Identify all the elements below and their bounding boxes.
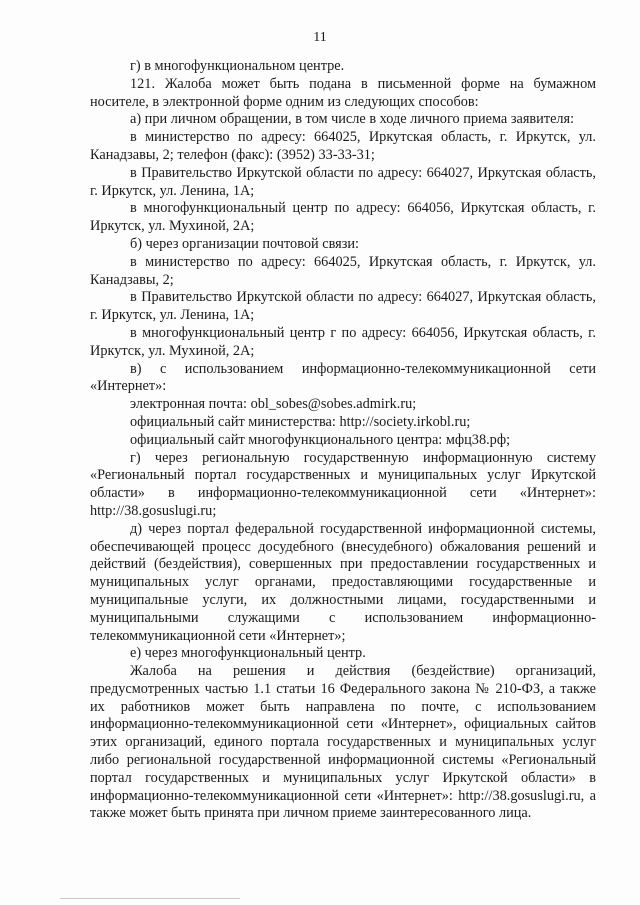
scan-edge-line: [60, 898, 240, 899]
paragraph: е) через многофункциональный центр.: [130, 645, 366, 662]
paragraph: д) через портал федеральной государственной информационной системы, обеспечивающей процесс досудебного (внесудебного) обжалования решений и действий (бездействия), совершенных при предоставлении государственных и муниципальных услуг органами, предоставляющими государственные и муниципальные услуги, их должностными лицами, государственными и муниципальными служащими с использованием информационно-телекоммуникационной сети «Интернет»;: [90, 520, 596, 644]
document-body: [90, 58, 596, 823]
paragraph: Жалоба на решения и действия (бездействие) организаций, предусмотренных частью 1.1 статьи 16 Федерального закона № 210-ФЗ, а также их работников может быть направлена по почте, с использованием информационно-телекоммуникационной сети «Интернет», официальных сайтов этих организаций, единого портала государственных и муниципальных услуг либо региональной государственной информационной системы «Региональный портал государственных и муниципальных услуг Иркутской области» в информационно-телекоммуникационной сети «Интернет»: http://38.gosuslugi.ru, а также может быть принята при личном приеме заинтересованного лица.: [90, 663, 596, 822]
paragraph: 121. Жалоба может быть подана в письменной форме на бумажном носителе, в электронной форме одним из следующих способов:: [90, 75, 596, 110]
paragraph: в министерство по адресу: 664025, Иркутская область, г. Иркутск, ул. Канадзавы, 2; телефон (факс): (3952) 33-33-31;: [90, 129, 596, 163]
paragraph: в многофункциональный центр по адресу: 664056, Иркутская область, г. Иркутск, ул. Мухиной, 2А;: [90, 200, 596, 235]
paragraph: в Правительство Иркутской области по адресу: 664027, Иркутская область, г. Иркутск, ул. Ленина, 1А;: [90, 289, 596, 324]
paragraph: в многофункциональный центр г по адресу: 664056, Иркутская область, г. Иркутск, ул. Мухиной, 2А;: [90, 324, 596, 359]
paragraph: официальный сайт министерства: http://society.irkobl.ru;: [130, 413, 471, 430]
paragraph: официальный сайт многофункционального центра: мфц38.рф;: [130, 431, 511, 448]
paragraph: электронная почта: obl_sobes@sobes.admirk.ru;: [130, 396, 417, 413]
page-number: 11: [313, 30, 327, 45]
paragraph: в Правительство Иркутской области по адресу: 664027, Иркутская область, г. Иркутск, ул. Ленина, 1А;: [90, 164, 596, 199]
paragraph: б) через организации почтовой связи:: [130, 235, 359, 252]
paragraph: а) при личном обращении, в том числе в ходе личного приема заявителя:: [130, 111, 575, 128]
paragraph: г) через региональную государственную информационную систему «Региональный портал государственных и муниципальных услуг Иркутской области» в информационно-телекоммуникационной сети «Интернет»: http://38.gosuslugi.ru;: [90, 449, 596, 519]
paragraph: в) с использованием информационно-телекоммуникационной сети «Интернет»:: [90, 360, 596, 395]
paragraph: г) в многофункциональном центре.: [130, 58, 345, 74]
paragraph: в министерство по адресу: 664025, Иркутская область, г. Иркутск, ул. Канадзавы, 2;: [90, 253, 596, 288]
